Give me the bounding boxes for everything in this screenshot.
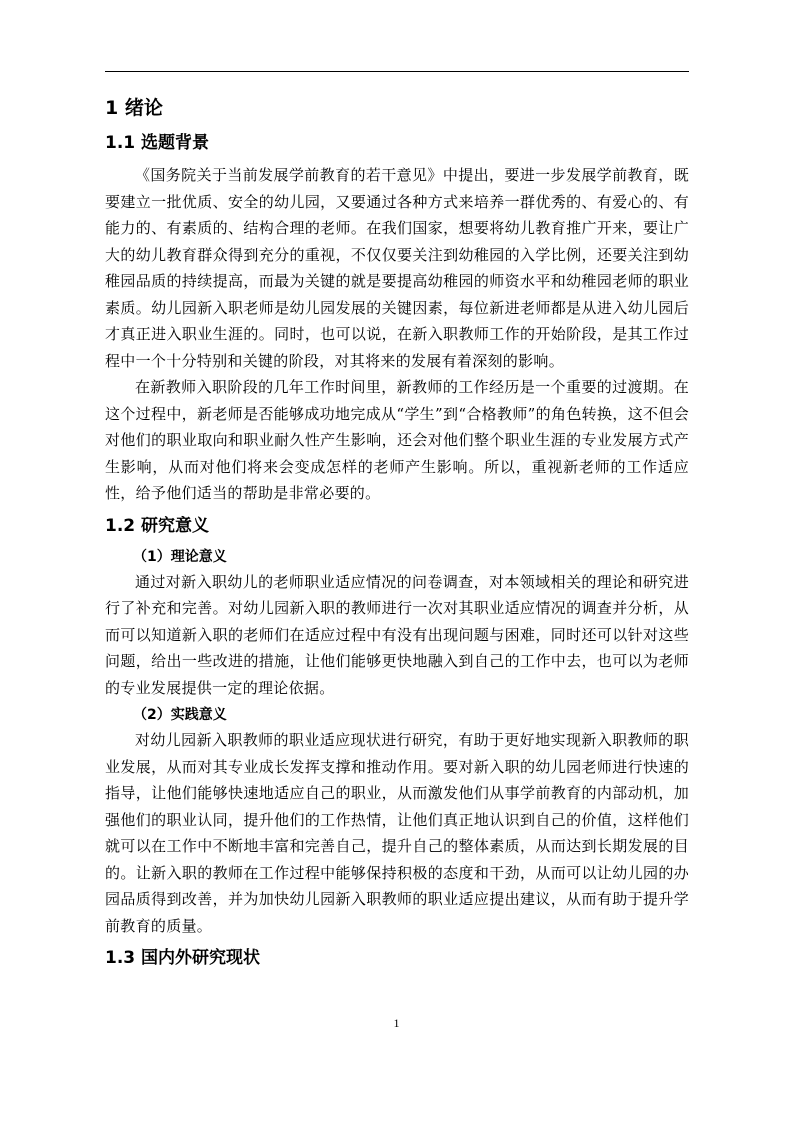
page-number: 1 xyxy=(393,1016,400,1030)
document-page xyxy=(105,88,689,977)
section-title-1-1: 1.1 选题背景 xyxy=(105,133,210,153)
section-title-1-2: 1.2 研究意义 xyxy=(105,515,210,536)
paragraph: 在新教师入职阶段的几年工作时间里，新教师的工作经历是一个重要的过渡期。在这个过程中，新老师是否能够成功地完成从“学生”到“合格教师”的角色转换，这不但会对他们的职业取向和职业耐久性产生影响，还会对他们整个职业生涯的专业发展方式产生影响，从而对他们将来会变成怎样的老师产生影响。所以，重视新老师的工作适应性，给予他们适当的帮助是非常必要的。 xyxy=(105,378,689,502)
chapter-title: 1 绪论 xyxy=(105,97,163,119)
paragraph: 通过对新入职幼儿的老师职业适应情况的问卷调查，对本领域相关的理论和研究进行了补充和完善。对幼儿园新入职的教师进行一次对其职业适应情况的调查并分析，从而可以知道新入职的老师们在适应过程中有没有出现问题与困难，同时还可以针对这些问题，给出一些改进的措施，让他们能够更快地融入到自己的工作中去，也可以为老师的专业发展提供一定的理论依据。 xyxy=(105,572,689,697)
paragraph: 对幼儿园新入职教师的职业适应现状进行研究，有助于更好地实现新入职教师的职业发展，从而对其专业成长发挥支撑和推动作用。要对新入职的幼儿园老师进行快速的指导，让他们能够快速地适应自己的职业，从而激发他们从事学前教育的内部动机，加强他们的职业认同，提升他们的工作热情，让他们真正地认识到自己的价值，这样他们就可以在工作中不断地丰富和完善自己，提升自己的整体素质，从而达到长期发展的目的。让新入职的教师在工作过程中能够保持积极的态度和干劲，从而可以让幼儿园的办园品质得到改善，并为加快幼儿园新入职教师的职业适应提出建议，从而有助于提升学前教育的质量。 xyxy=(105,731,689,935)
paragraph: 《国务院关于当前发展学前教育的若干意见》中提出，要进一步发展学前教育，既要建立一批优质、安全的幼儿园，又要通过各种方式来培养一群优秀的、有爱心的、有能力的、有素质的、结构合理的老师。在我们国家，想要将幼儿教育推广开来，要让广大的幼儿教育群众得到充分的重视，不仅仅要关注到幼稚园的入学比例，还要关注到幼稚园品质的持续提高，而最为关键的就是要提高幼稚园的师资水平和幼稚园老师的职业素质。幼儿园新入职老师是幼儿园发展的关键因素，每位新进老师都是从进入幼儿园后才真正进入职业生涯的。同时，也可以说，在新入职教师工作的开始阶段，是其工作过程中一个十分特别和关键的阶段，对其将来的发展有着深刻的影响。 xyxy=(105,166,689,370)
section-title-1-3: 1.3 国内外研究现状 xyxy=(105,948,261,968)
subsection-title-theory: （1）理论意义 xyxy=(133,548,227,565)
subsection-title-practice: （2）实践意义 xyxy=(133,707,227,723)
header-rule xyxy=(105,71,689,72)
